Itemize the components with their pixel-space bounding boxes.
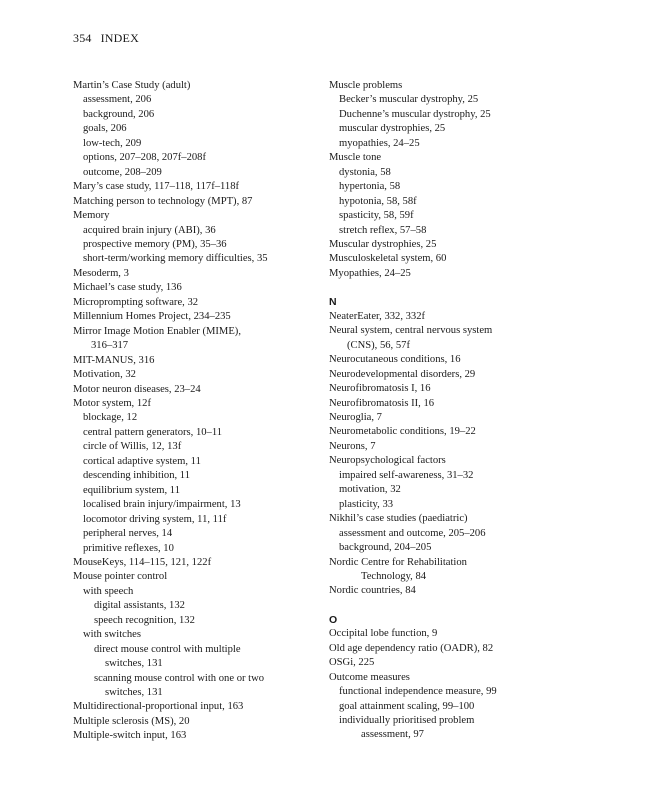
index-subentry: dystonia, 58 [339,166,391,178]
index-entry: Neurofibromatosis I, 16 [329,383,431,395]
index-entry: Neural system, central nervous system [329,325,493,337]
index-section-letter: N [329,296,337,309]
index-entry-continuation: switches, 131 [105,658,163,670]
index-entry: Motor neuron diseases, 23–24 [73,383,201,395]
index-entry: Motivation, 32 [73,369,136,381]
index-subentry: myopathies, 24–25 [339,137,420,149]
index-entry: Mary’s case study, 117–118, 117f–118f [73,181,240,193]
index-subentry: descending inhibition, 11 [83,470,191,482]
index-subentry: plasticity, 33 [339,498,394,510]
index-entry-continuation: (CNS), 56, 57f [347,339,410,351]
index-subentry: impaired self-awareness, 31–32 [339,469,474,481]
index-subentry: assessment, 206 [83,94,152,106]
index-entry: Neuroglia, 7 [329,411,382,423]
index-subentry: localised brain injury/impairment, 13 [83,499,241,511]
index-subentry: with switches [83,629,141,641]
index-subentry: prospective memory (PM), 35–36 [83,238,227,250]
index-entry: NeaterEater, 332, 332f [329,310,426,322]
index-subentry: peripheral nerves, 14 [83,528,173,540]
index-subentry: background, 204–205 [339,542,432,554]
index-subentry: muscular dystrophies, 25 [339,123,446,135]
index-entry-continuation: 316–317 [91,340,129,352]
index-entry: Martin’s Case Study (adult) [73,80,191,91]
index-subentry: equilibrium system, 11 [83,484,181,496]
index-entry: Outcome measures [329,671,410,683]
index-entry: Multiple-switch input, 163 [73,730,187,742]
index-column-right [329,79,579,743]
index-entry: Neurometabolic conditions, 19–22 [329,426,476,438]
index-entry: Memory [73,210,110,222]
running-header [73,31,139,46]
index-entry: Old age dependency ratio (OADR), 82 [329,642,494,654]
index-entry: Musculoskeletal system, 60 [329,253,447,265]
index-subentry: goal attainment scaling, 99–100 [339,700,475,712]
index-entry: Multiple sclerosis (MS), 20 [73,715,190,727]
index-subentry: Becker’s muscular dystrophy, 25 [339,94,479,106]
index-entry: Mouse pointer control [73,571,168,583]
index-entry-continuation: Technology, 84 [361,570,427,582]
index-subsubentry: speech recognition, 132 [94,614,195,626]
index-subentry: circle of Willis, 12, 13f [83,441,182,453]
index-subentry: motivation, 32 [339,484,401,496]
index-subentry: background, 206 [83,108,155,120]
index-entry: Neurodevelopmental disorders, 29 [329,368,476,380]
index-subentry: Duchenne’s muscular dystrophy, 25 [339,108,491,120]
index-subentry: central pattern generators, 10–11 [83,426,223,438]
index-subentry: cortical adaptive system, 11 [83,455,201,467]
index-subentry: hypotonia, 58, 58f [339,195,417,207]
index-subentry: low-tech, 209 [83,137,142,149]
index-subentry: assessment and outcome, 205–206 [339,527,486,539]
index-entry: Microprompting software, 32 [73,296,199,308]
index-subsubentry: scanning mouse control with one or two [94,672,265,684]
index-entry: Nikhil’s case studies (paediatric) [329,513,468,525]
index-entry: Occipital lobe function, 9 [329,628,438,640]
index-entry: Nordic Centre for Rehabilitation [329,556,467,568]
index-subentry: hypertonia, 58 [339,181,401,193]
index-entry: Neuropsychological factors [329,455,446,467]
header-title: INDEX [100,31,139,45]
index-subentry: locomotor driving system, 11, 11f [83,513,227,525]
index-subentry: short-term/working memory difficulties, 35 [83,253,268,265]
index-entry: Myopathies, 24–25 [329,267,411,279]
index-column-left [73,79,323,744]
index-subentry: stretch reflex, 57–58 [339,224,427,236]
index-subsubentry: digital assistants, 132 [94,600,185,612]
page-number: 354 [73,31,92,45]
index-entry-continuation: assessment, 97 [361,729,424,741]
index-subentry: acquired brain injury (ABI), 36 [83,224,216,236]
index-section-letter: O [329,613,338,626]
index-entry: Neurocutaneous conditions, 16 [329,354,461,366]
index-subentry: goals, 206 [83,123,127,135]
index-entry: Nordic countries, 84 [329,585,416,597]
index-entry: Muscular dystrophies, 25 [329,238,437,250]
index-entry: Neurofibromatosis II, 16 [329,397,435,409]
index-entry: Muscle tone [329,152,382,164]
index-subentry: outcome, 208–209 [83,166,162,178]
index-subentry: blockage, 12 [83,412,138,424]
index-entry-continuation: switches, 131 [105,687,163,699]
index-subentry: functional independence measure, 99 [339,686,497,698]
index-entry: Motor system, 12f [73,397,151,409]
index-subentry: options, 207–208, 207f–208f [83,152,207,164]
index-entry: Mirror Image Motion Enabler (MIME), [73,325,241,337]
index-entry: Muscle problems [329,80,403,91]
index-entry: OSGi, 225 [329,657,375,669]
index-subsubentry: direct mouse control with multiple [94,643,241,655]
index-subentry: with speech [83,585,134,597]
index-entry: Millennium Homes Project, 234–235 [73,311,231,323]
index-subentry: individually prioritised problem [339,715,475,727]
index-entry: Michael’s case study, 136 [73,282,182,294]
index-entry: MIT-MANUS, 316 [73,354,155,366]
index-entry: Neurons, 7 [329,440,376,452]
index-entry: Mesoderm, 3 [73,267,129,279]
index-entry: MouseKeys, 114–115, 121, 122f [73,556,212,568]
index-subentry: primitive reflexes, 10 [83,542,174,554]
index-entry: Matching person to technology (MPT), 87 [73,195,253,207]
index-subentry: spasticity, 58, 59f [339,210,414,222]
index-entry: Multidirectional-proportional input, 163 [73,701,244,713]
